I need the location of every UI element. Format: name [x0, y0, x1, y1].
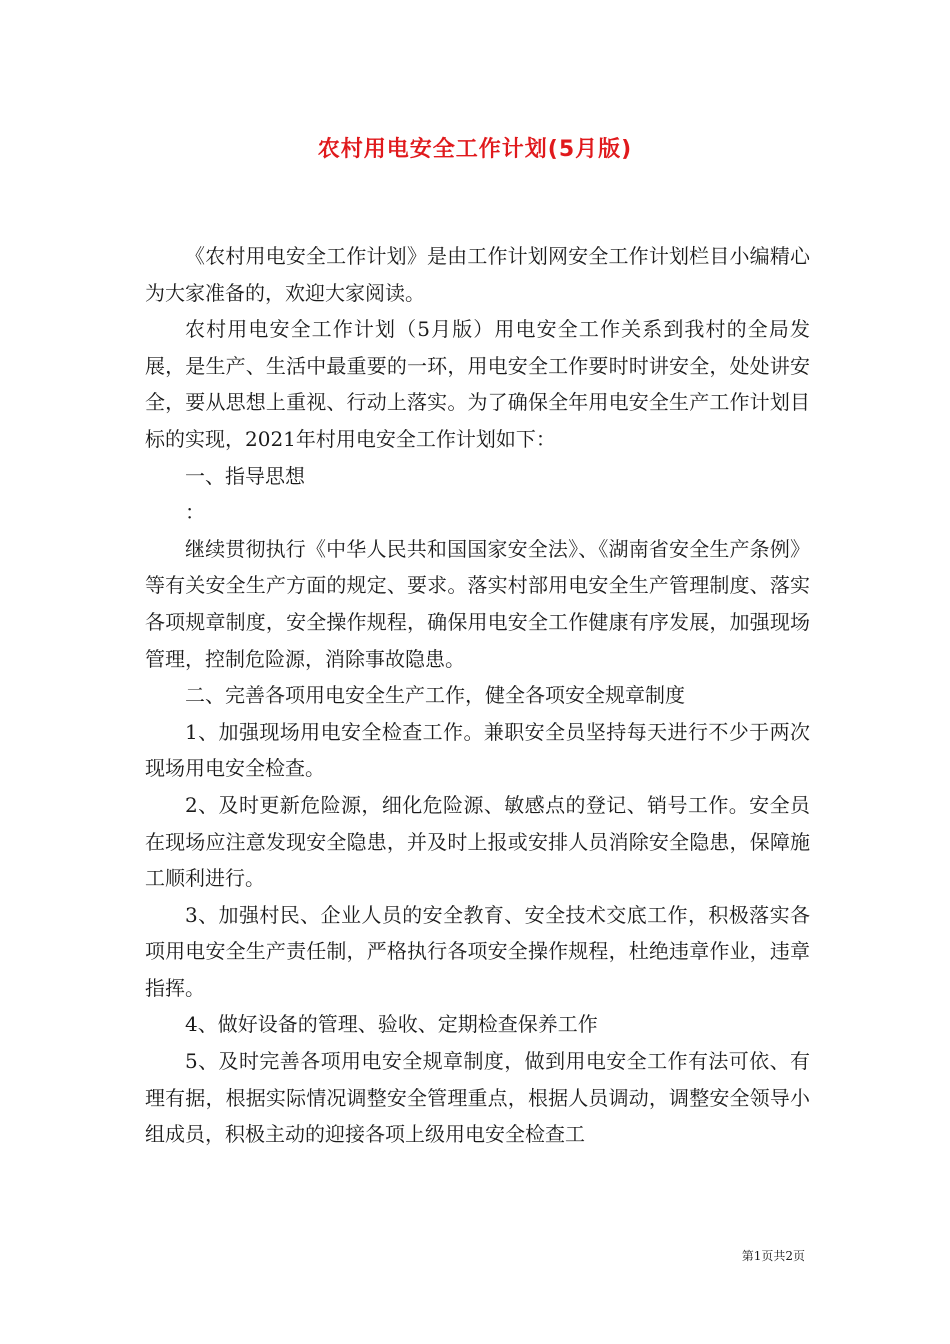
- list-item-4: 4、做好设备的管理、验收、定期检查保养工作: [185, 1012, 598, 1037]
- paragraph-intro: 《农村用电安全工作计划》是由工作计划网安全工作计划栏目小编精心为大家准备的，欢迎大家阅读。: [145, 244, 810, 305]
- section-heading-improve-safety: 二、完善各项用电安全生产工作，健全各项安全规章制度: [185, 683, 685, 708]
- document-body: [145, 238, 810, 1153]
- document-title: 农村用电安全工作计划(5月版): [317, 137, 633, 162]
- section-heading-guiding-ideology: 一、指导思想: [185, 463, 305, 488]
- list-item-3: 3、加强村民、企业人员的安全教育、安全技术交底工作，积极落实各项用电安全生产责任制，严格执行各项安全操作规程，杜绝违章作业，违章指挥。: [145, 902, 810, 1000]
- list-item-2: 2、及时更新危险源，细化危险源、敏感点的登记、销号工作。安全员在现场应注意发现安全隐患，并及时上报或安排人员消除安全隐患，保障施工顺利进行。: [145, 792, 810, 891]
- list-item-5: 5、及时完善各项用电安全规章制度，做到用电安全工作有法可依、有理有据，根据实际情况调整安全管理重点，根据人员调动，调整安全领导小组成员，积极主动的迎接各项上级用电安全检查工: [145, 1049, 810, 1147]
- page-number: 第1页共2页: [741, 1249, 805, 1263]
- paragraph-colon: ：: [185, 500, 205, 525]
- list-item-1: 1、加强现场用电安全检查工作。兼职安全员坚持每天进行不少于两次现场用电安全检查。: [145, 719, 810, 781]
- paragraph-guiding-ideology: 继续贯彻执行《中华人民共和国国家安全法》、《湖南省安全生产条例》等有关安全生产方面的规定、要求。落实村部用电安全生产管理制度、落实各项规章制度，安全操作规程，确保用电安全工作健康有序发展，加强现场管理，控制危险源，消除事故隐患。: [145, 536, 810, 671]
- paragraph-overview: 农村用电安全工作计划（5月版）用电安全工作关系到我村的全局发展，是生产、生活中最重要的一环，用电安全工作要时时讲安全，处处讲安全，要从思想上重视、行动上落实。为了确保全年用电安全生产工作计划目标的实现，2021年村用电安全工作计划如下：: [145, 317, 810, 451]
